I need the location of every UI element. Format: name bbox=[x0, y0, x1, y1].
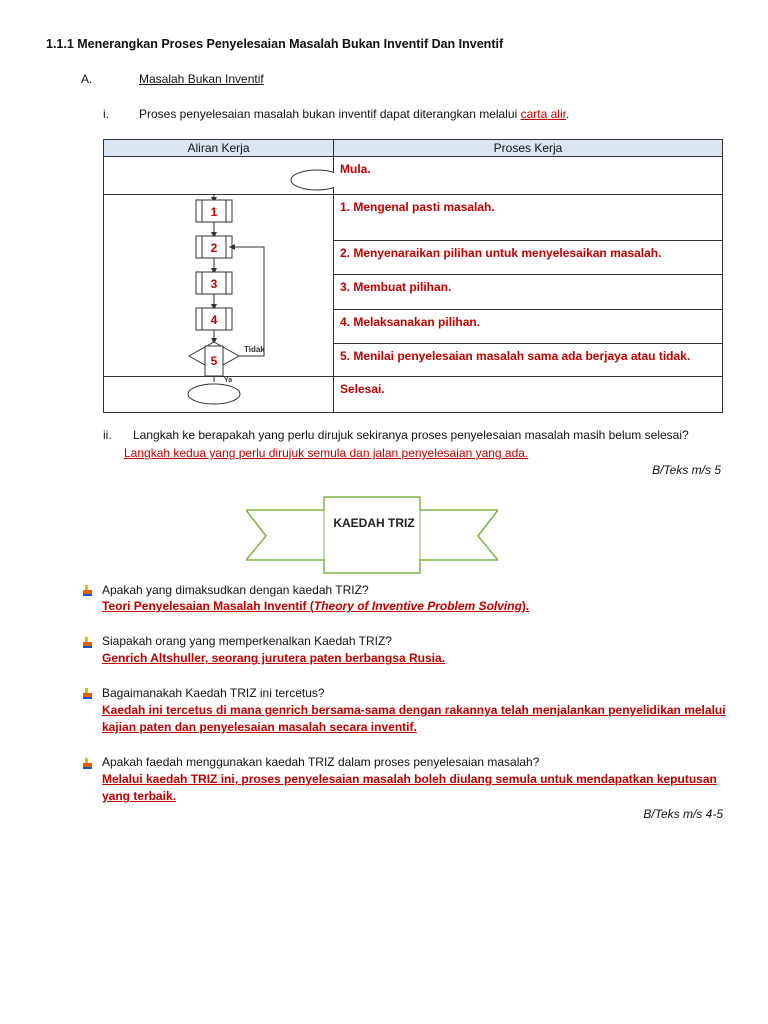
process-box-4 bbox=[196, 308, 232, 330]
item-i-line bbox=[139, 107, 569, 121]
item-ii-question: Langkah ke berapakah yang perlu dirujuk sekiranya proses penyelesaian masalah masih belum selesai? bbox=[133, 428, 689, 442]
answer-1 bbox=[102, 598, 529, 615]
answer-3-line-2: kajian paten dan penyelesaian masalah secara inventif. bbox=[102, 720, 417, 734]
flow-end-cell bbox=[104, 377, 334, 413]
start-terminal-icon bbox=[104, 157, 334, 191]
question-3: Bagaimanakah Kaedah TRIZ ini tercetus? bbox=[102, 686, 325, 700]
flowchart-diagram bbox=[104, 195, 334, 376]
item-i-answer: carta alir bbox=[520, 107, 566, 121]
row-selesai: Selesai. bbox=[334, 377, 723, 413]
step-label-5: 5 bbox=[210, 354, 218, 368]
row-step-2: 2. Menyenaraikan pilihan untuk menyelesaikan masalah. bbox=[334, 241, 723, 275]
flow-start-cell bbox=[104, 157, 334, 195]
question-4: Apakah faedah menggunakan kaedah TRIZ dalam proses penyelesaian masalah? bbox=[102, 755, 540, 769]
decision-diamond-5 bbox=[189, 342, 239, 376]
answer-2: Genrich Altshuller, seorang jurutera paten berbangsa Rusia. bbox=[102, 651, 445, 665]
question-2: Siapakah orang yang memperkenalkan Kaedah TRIZ? bbox=[102, 634, 392, 648]
no-label: Tidak bbox=[244, 345, 265, 354]
step-label-4: 4 bbox=[210, 313, 218, 327]
section-a-title: Masalah Bukan Inventif bbox=[139, 72, 264, 86]
step-label-3: 3 bbox=[210, 277, 218, 291]
row-step-3: 3. Membuat pilihan. bbox=[334, 275, 723, 309]
answer-1-pre: Teori Penyelesaian Masalah Inventif ( bbox=[102, 599, 314, 613]
row-step-1: 1. Mengenal pasti masalah. bbox=[334, 195, 723, 241]
section-a-marker: A. bbox=[81, 72, 93, 86]
pointing-hand-bullet-icon bbox=[82, 688, 93, 699]
pointing-hand-bullet-icon bbox=[82, 637, 93, 648]
item-ii-answer: Langkah kedua yang perlu dirujuk semula dan jalan penyelesaian yang ada. bbox=[124, 446, 529, 460]
item-i-end: . bbox=[565, 107, 570, 121]
flowchart-cell bbox=[104, 195, 334, 377]
loop-back-arrow bbox=[232, 247, 264, 356]
answer-4-line-2: yang terbaik. bbox=[102, 789, 177, 803]
col-header-aliran-kerja: Aliran Kerja bbox=[104, 140, 334, 157]
process-box-3 bbox=[196, 272, 232, 294]
answer-1-post: ). bbox=[521, 599, 530, 613]
process-box-1 bbox=[196, 200, 232, 222]
step-label-2: 2 bbox=[210, 241, 218, 255]
end-terminal-icon bbox=[104, 377, 334, 412]
flow-table bbox=[103, 139, 723, 413]
banner-title: KAEDAH TRIZ bbox=[333, 516, 415, 530]
row-mula: Mula. bbox=[334, 157, 723, 195]
kaedah-triz-banner bbox=[246, 494, 498, 574]
item-i-text: Proses penyelesaian masalah bukan inventif dapat diterangkan melalui bbox=[139, 107, 518, 121]
answer-4-line-1: Melalui kaedah TRIZ ini, proses penyelesaian masalah boleh diulang semula untuk mendapatkan keputusan bbox=[102, 772, 717, 786]
pointing-hand-bullet-icon bbox=[82, 758, 93, 769]
reference-2: B/Teks m/s 4-5 bbox=[643, 807, 723, 821]
page-heading: 1.1.1 Menerangkan Proses Penyelesaian Masalah Bukan Inventif Dan Inventif bbox=[46, 37, 504, 51]
pointing-hand-bullet-icon bbox=[82, 585, 93, 596]
process-box-2 bbox=[196, 236, 232, 258]
step-label-1: 1 bbox=[210, 205, 218, 219]
question-1: Apakah yang dimaksudkan dengan kaedah TRIZ? bbox=[102, 583, 369, 597]
yes-label: Ya bbox=[224, 377, 233, 384]
item-i-marker: i. bbox=[103, 107, 109, 121]
row-step-5: 5. Menilai penyelesaian masalah sama ada berjaya atau tidak. bbox=[334, 343, 723, 376]
reference-1: B/Teks m/s 5 bbox=[652, 463, 721, 477]
answer-3-line-1: Kaedah ini tercetus di mana genrich bersama-sama dengan rakannya telah menjalankan penyelidikan melalui bbox=[102, 703, 726, 717]
col-header-proses-kerja: Proses Kerja bbox=[334, 140, 723, 157]
answer-1-italic: Theory of Inventive Problem Solving bbox=[313, 599, 522, 613]
item-ii-marker: ii. bbox=[103, 428, 112, 442]
row-step-4: 4. Melaksanakan pilihan. bbox=[334, 309, 723, 343]
